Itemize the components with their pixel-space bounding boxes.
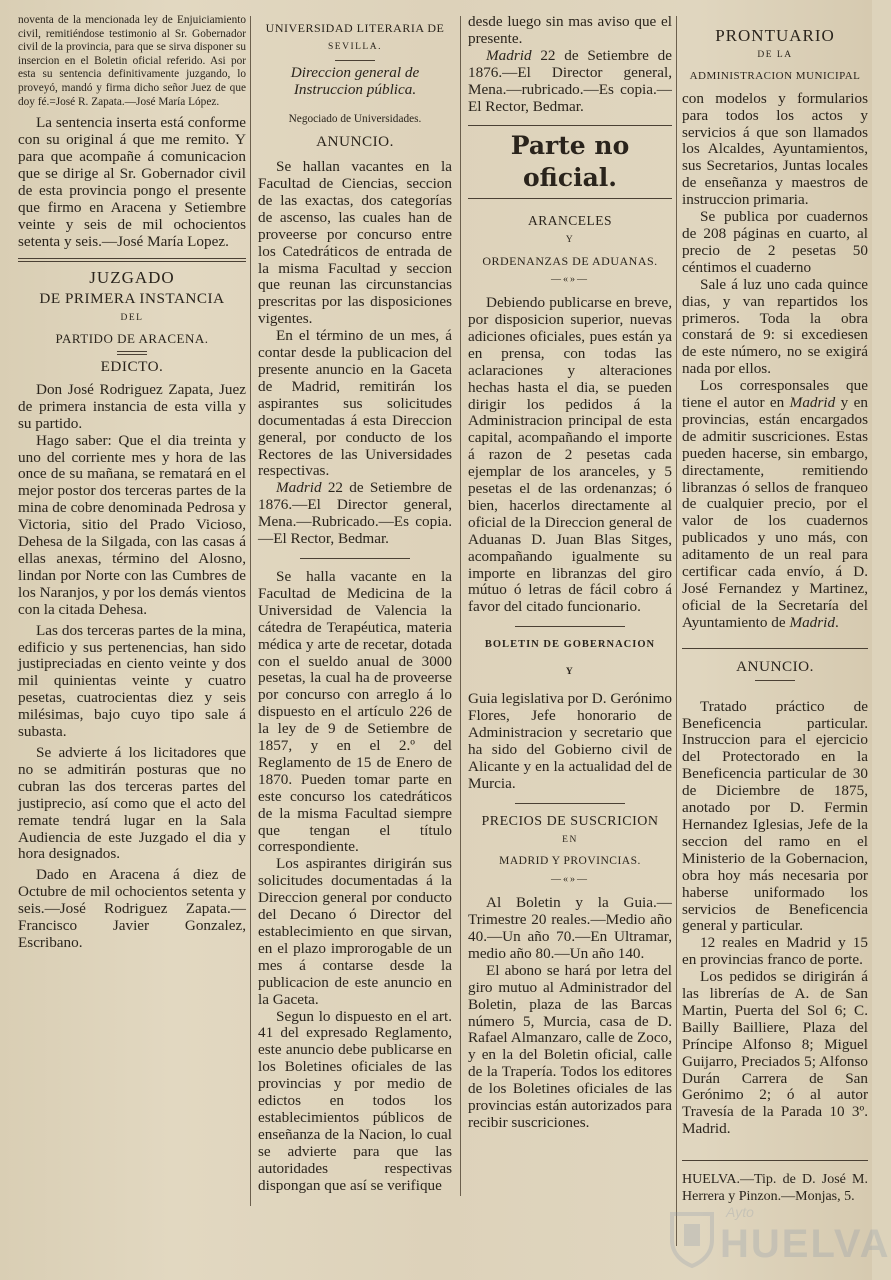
ornament: —«»— bbox=[551, 274, 589, 286]
beneficencia-text: Tratado práctico de Beneficencia particular. Instruccion para el ejercicio del Protectorado en la Beneficencia particular de 30 de Diciembre de 1875, anotado por D. Fermin Hernandez Iglesias, Jefe de la seccion del ramo en el Ministerio de la Gobernacion, obra hoy más necesaria por haberse uniformado los servicios de Beneficencia general y particular. bbox=[682, 697, 868, 935]
direccion-heading: Direccion general de Instruccion pública. bbox=[290, 63, 420, 98]
university-city: SEVILLA. bbox=[328, 41, 382, 52]
printer-footer: HUELVA.—Tip. de D. José M. Herrera y Pinzon.—Monjas, 5. bbox=[682, 1172, 868, 1205]
parte-no-oficial-heading: Parte no oficial. bbox=[468, 125, 672, 199]
de-la-connector: DE LA bbox=[757, 49, 793, 60]
negociado-line: Negociado de Universidades. bbox=[288, 112, 422, 125]
section-rule bbox=[18, 258, 246, 262]
madrid-city: Madrid bbox=[486, 46, 532, 64]
column-rule bbox=[460, 16, 461, 1196]
edicto-notice: Se advierte á los licitadores que no se admitirán posturas que no cubran las dos terceras partes del justiprecio, así como que el acto del remate tendrá lugar en la Sala Audiencia de este Juzgado el dia y hora designados. bbox=[18, 743, 246, 863]
small-rule bbox=[117, 351, 147, 355]
prontuario-heading: PRONTUARIO bbox=[715, 26, 835, 45]
admin-municipal-heading: ADMINISTRACION MUNICIPAL bbox=[689, 69, 861, 82]
corresponsales-text: Los corresponsales que tiene el autor en bbox=[682, 377, 868, 412]
madrid-provincias-heading: MADRID Y PROVINCIAS. bbox=[499, 855, 641, 868]
column-1 bbox=[18, 14, 246, 1250]
boletin-heading: BOLETIN DE GOBERNACION bbox=[484, 639, 656, 651]
continued-text: desde luego sin mas aviso que el presente. bbox=[468, 13, 672, 47]
aranceles-heading: ARANCELES bbox=[527, 213, 612, 229]
madrid-city: Madrid bbox=[276, 479, 322, 497]
beneficencia-price: 12 reales en Madrid y 15 en provincias franco de porte. bbox=[682, 934, 868, 969]
watermark-huelva: HUELVA bbox=[720, 1222, 891, 1266]
aranceles-body: Debiendo publicarse en breve, por disposicion superior, nuevas adiciones oficiales, pues están ya en prensa, con todas las aclaraciones y alteraciones hechas hasta el dia, se pueden dirigir los pedidos á la Administracion principal de esta capital, acompañando el importe á razon de 2 pesetas cada ejemplar de los aranceles, y 5 pesetas el de las ordenanzas; ó bien, hacerlos directamente al oficial de la Direccion general de Aduanas D. Juan Blas Sitges, acompañando igualmente su importe en libranzas del giro mútuo ó letras de fácil cobro á favor del citado funcionario. bbox=[468, 294, 672, 616]
university-heading: UNIVERSIDAD LITERARIA DE bbox=[265, 21, 445, 35]
small-rule bbox=[755, 680, 795, 681]
prontuario-schedule: Sale á luz uno cada quince dias, y van repartidos los primeros. Toda la obra constará de 9: si excediesen de este número, no se exigirá nada por ellos. bbox=[682, 275, 868, 378]
footer-rule bbox=[682, 1160, 868, 1161]
juzgado-subheading: DE PRIMERA INSTANCIA bbox=[39, 290, 225, 308]
ornament: —«»— bbox=[551, 874, 589, 886]
en-connector: EN bbox=[562, 835, 578, 846]
edicto-heading: EDICTO. bbox=[100, 358, 164, 376]
watermark-ayto: Ayto bbox=[726, 1204, 754, 1220]
column-rule bbox=[676, 16, 677, 1246]
section-rule bbox=[682, 648, 868, 649]
section-rule bbox=[515, 626, 625, 627]
section-rule bbox=[515, 803, 625, 804]
ordenanzas-heading: ORDENANZAS DE ADUANAS. bbox=[482, 254, 658, 269]
small-rule bbox=[335, 60, 375, 61]
y-connector: Y bbox=[565, 667, 575, 678]
column-rule bbox=[250, 16, 251, 1206]
vacancy-aspirantes: Los aspirantes dirigirán sus solicitudes documentadas á la Direccion general por conducto del Decano ó Director del establecimiento en que sirvan, en el plazo improrogable de un mes á contarse desde la publicacion de este anuncio en la Gaceta. bbox=[258, 855, 452, 1008]
anuncio-heading: ANUNCIO. bbox=[316, 133, 394, 151]
juzgado-del: DEL bbox=[120, 313, 144, 324]
vacancy-ciencias: Se hallan vacantes en la Facultad de Ciencias, seccion de las exactas, dos categorías de ascenso, las cuales han de proveerse por concurso entre los Catedráticos de entrada de la misma Facultad y seccion que reunan las circunstancias prescritas por las disposiciones vigentes. bbox=[258, 158, 452, 328]
madrid-city: Madrid bbox=[789, 613, 835, 631]
anuncio-heading: ANUNCIO. bbox=[736, 657, 814, 675]
subscription-payment: El abono se hará por letra del giro mutuo al Administrador del Boletin, plaza de las Barcas número 5, Murcia, casa de D. Rafael Almanzaro, calle de Zoco, y en la del Boletin oficial, calle de la Trapería. Todos los editores de los Boletines oficiales de las provincias están autorizados para recibir suscriciones. bbox=[468, 961, 672, 1131]
y-connector: Y bbox=[565, 235, 575, 246]
guia-legislativa: Guia legislativa por D. Gerónimo Flores, Jefe honorario de Administracion y secretario que ha sido del Gobierno civil de Alicante y en la actualidad del de Murcia. bbox=[468, 690, 672, 792]
vacancy-medicina: Se halla vacante en la Facultad de Medicina de la Universidad de Valencia la cátedra de Terapéutica, materia médica y arte de recetar, dotada con el sueldo anual de 3000 pesetas, la cual ha de proveerse por concurso con arreglo á lo dispuesto en el artículo 226 de la ley de 9 de Setiembre de 1857, y en el 2.º del Reglamento de 15 de Enero de 1870. Pueden tomar parte en este concurso los catedráticos de la misma Facultad siempre que tengan el título correspondiente. bbox=[258, 567, 452, 856]
vacancy-signature: 22 de Setiembre de 1876.—El Director general, Mena.—Rubricado.—Es copia.—El Rector, Bedmar. bbox=[258, 479, 452, 548]
period: . bbox=[835, 613, 839, 631]
column-4 bbox=[682, 14, 868, 1250]
column-3 bbox=[468, 14, 672, 1250]
shield-icon bbox=[668, 1210, 716, 1268]
beneficencia-orders: Los pedidos se dirigirán á las librerías de A. de San Martin, Puerta del Sol 6; C. Bailly Bailliere, Plaza del Príncipe Alfonso 8; Miguel Guijarro, Preciados 5; Alfonso Durán Carrera de San Gerónimo 2; ó al autor Travesía de la Parada 10 3º. Madrid. bbox=[682, 968, 868, 1138]
prontuario-price: Se publica por cuadernos de 208 páginas en cuarto, al precio de 2 pesetas 50 céntimos el cuaderno bbox=[682, 208, 868, 276]
vacancy-reglamento: Segun lo dispuesto en el art. 41 del expresado Reglamento, este anuncio debe publicarse en los Boletines oficiales de las provincias y por medio de edictos en todos los establecimientos públicos de enseñanza de la Nacion, lo cual se advierte para que las autoridades respectivas dispongan que así se verifique bbox=[258, 1007, 452, 1194]
continued-signature: 22 de Setiembre de 1876.—El Director general, Mena.—rubricado.—Es copia.—El Rector, Bedmar. bbox=[468, 46, 672, 115]
column-2 bbox=[258, 14, 452, 1250]
section-rule bbox=[300, 558, 410, 559]
prontuario-description: con modelos y formularios para todos los actos y servicios á que son llamados los Alcaldes, Ayuntamientos, sus Secretarios, Juntas locales de enseñanza y maestros de instruccion primaria. bbox=[682, 89, 868, 209]
juzgado-partido: PARTIDO DE ARACENA. bbox=[55, 331, 209, 347]
precios-heading: PRECIOS DE SUSCRICION bbox=[481, 813, 659, 829]
edicto-body: Hago saber: Que el dia treinta y uno del corriente mes y hora de las once de su mañana, se rematará en el mejor postor dos terceras partes de la mina de cobre denominada Pedrosa y Victoria, sitio del Prado Vicioso, Dehesa de la Silgada, con las casas á ellas anexas, término del Alosno, lindan por Norte con las Cumbres de los Naranjos, y por los demás vientos con la citada Dehesa. bbox=[18, 431, 246, 618]
edicto-valuation: Las dos terceras partes de la mina, edificio y sus pertenencias, han sido justipreciadas en ciento veinte y dos mil quinientas veinte y cuatro pesetas, cuatrocientas diez y seis milésimas, bajo cuyo tipo sale á subasta. bbox=[18, 621, 246, 741]
edicto-signature: Dado en Aracena á diez de Octubre de mil ochocientos setenta y seis.—José Rodriguez Zapata.—Francisco Javier Gonzalez, Escribano. bbox=[18, 866, 246, 951]
vacancy-term: En el término de un mes, á contar desde la publicacion del presente anuncio en la Gaceta de Madrid, remitirán los aspirantes sus solicitudes documentadas á esta Direccion general, por conducto de los Rectores de las Universidades respectivas. bbox=[258, 327, 452, 480]
madrid-city: Madrid bbox=[789, 394, 836, 412]
archive-watermark bbox=[668, 1202, 891, 1272]
edicto-intro: Don José Rodriguez Zapata, Juez de primera instancia de esta villa y su partido. bbox=[18, 380, 246, 432]
certification-text: La sentencia inserta está conforme con su original á que me remito. Y para que acompañe á comunicacion que se dirige al Sr. Gobernador civil de esta provincia pongo el presente que firmo en Aracena y Setiembre veinte y seis de mil ochocientos setenta y seis.—José María Lopez. bbox=[18, 114, 246, 250]
corresponsales-text-2: y en provincias, están encargados de admitir suscriciones. Estas pueden hacerse, sin embargo, directamente, remitiendo libranzas ó sellos de franqueo de cualquier precio, por el valor de los cuadernos publicados y uno más, con aditamento de un real para certificar cada envío, á D. José Fernandez y Martinez, oficial de la Secretaría del Ayuntamiento de bbox=[682, 394, 868, 631]
juzgado-heading: JUZGADO bbox=[89, 268, 175, 288]
subscription-prices: Al Boletin y la Guia.—Trimestre 20 reales.—Medio año 40.—Un año 70.—En Ultramar, medio año 80.—Un año 140. bbox=[468, 894, 672, 962]
sentence-text: noventa de la mencionada ley de Enjuiciamiento civil, remitiéndose testimonio al Sr. Gobernador civil de la provincia, para que se sirva disponer su insercion en el Boletin oficial referido. Asi por esta su sentencia definitivamente juzgando, lo proveyó, mandó y firma dicho señor Juez de que doy fé.=José R. Zapata.—José María López. bbox=[18, 14, 246, 108]
